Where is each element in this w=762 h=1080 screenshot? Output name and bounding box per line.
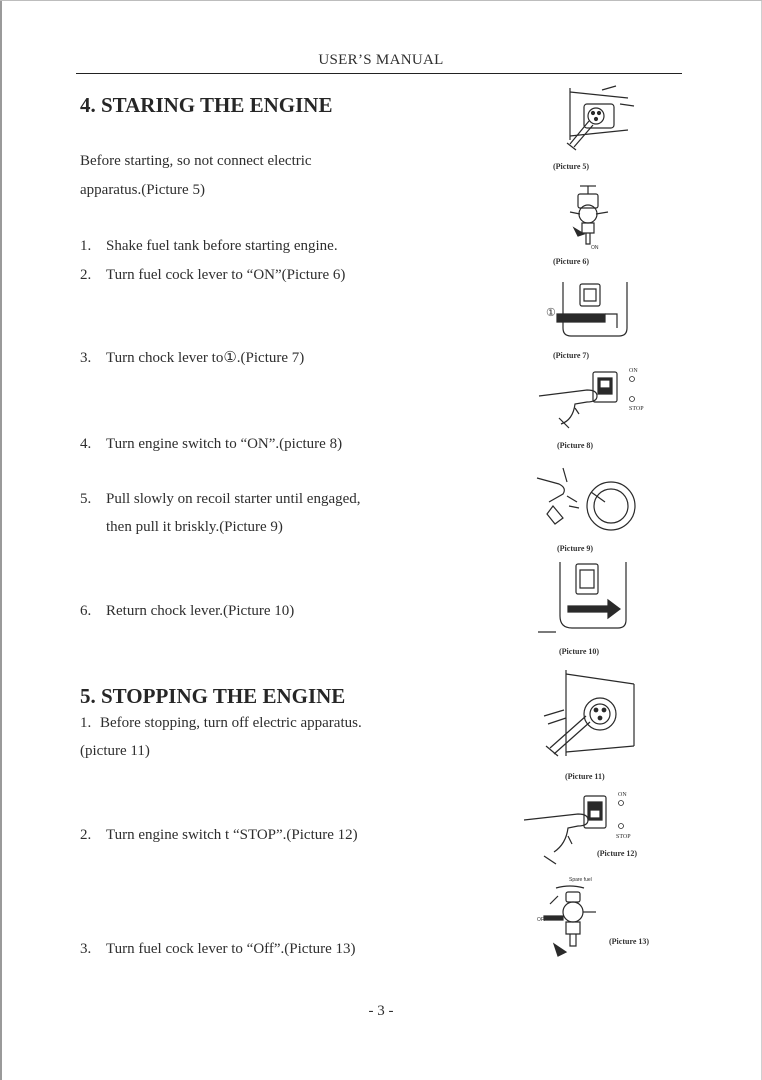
picture-9-caption: (Picture 9) bbox=[557, 544, 594, 553]
step-item: 1. Before stopping, turn off electric apparatus. bbox=[80, 715, 362, 731]
picture-6-on-label: ON bbox=[591, 245, 599, 251]
picture-8-on-label: ON bbox=[629, 368, 638, 374]
picture-7-choke-lever-illustration bbox=[545, 278, 630, 342]
picture-11-unplug-illustration bbox=[530, 664, 640, 764]
step-item: 5. Pull slowly on recoil starter until engaged, bbox=[80, 491, 361, 507]
picture-5-outlet-plug-illustration bbox=[540, 84, 640, 154]
step-item: 4. Turn engine switch to “ON”.(picture 8) bbox=[80, 436, 343, 452]
picture-10-caption: (Picture 10) bbox=[559, 647, 600, 656]
picture-7-caption: (Picture 7) bbox=[553, 351, 590, 360]
picture-8-caption: (Picture 8) bbox=[557, 441, 594, 450]
picture-6-fuel-cock-illustration bbox=[560, 184, 620, 254]
section-4-title: 4. STARING THE ENGINE bbox=[80, 93, 333, 117]
step-item-continuation: (picture 11) bbox=[80, 743, 150, 759]
scan-edge-top bbox=[0, 0, 762, 1]
step-item: 3. Turn chock lever to①.(Picture 7) bbox=[80, 350, 305, 366]
picture-12-stop-label: STOP bbox=[616, 834, 631, 840]
picture-10-return-choke-illustration bbox=[538, 556, 628, 638]
section-5-title: 5. STOPPING THE ENGINE bbox=[80, 684, 346, 708]
picture-7-choke-symbol: ① bbox=[546, 307, 556, 319]
step-item: 1. Shake fuel tank before starting engine. bbox=[80, 238, 338, 254]
picture-5-caption: (Picture 5) bbox=[553, 162, 590, 171]
picture-11-caption: (Picture 11) bbox=[565, 772, 605, 781]
picture-13-caption: (Picture 13) bbox=[609, 937, 650, 946]
scan-edge-left bbox=[0, 0, 2, 1080]
section-4-intro-line-1: Before starting, so not connect electric bbox=[80, 153, 312, 169]
page-number: - 3 - bbox=[368, 1003, 394, 1019]
picture-8-engine-switch-on-illustration bbox=[535, 364, 645, 434]
running-header: USER’S MANUAL bbox=[318, 52, 444, 68]
step-item: 6. Return chock lever.(Picture 10) bbox=[80, 603, 295, 619]
picture-12-on-label: ON bbox=[618, 792, 627, 798]
step-item-continuation: then pull it briskly.(Picture 9) bbox=[106, 519, 283, 535]
section-4-intro-line-2: apparatus.(Picture 5) bbox=[80, 182, 205, 198]
picture-13-off-label: OFF bbox=[537, 917, 547, 923]
picture-9-recoil-starter-illustration bbox=[533, 462, 643, 542]
step-item: 3. Turn fuel cock lever to “Off”.(Picture 13) bbox=[80, 941, 356, 957]
picture-6-caption: (Picture 6) bbox=[553, 257, 590, 266]
picture-12-caption: (Picture 12) bbox=[597, 849, 638, 858]
picture-8-stop-label: STOP bbox=[629, 406, 644, 412]
picture-13-spare-fuel-label: Spare fuel bbox=[569, 877, 592, 883]
step-item: 2. Turn engine switch t “STOP”.(Picture 12) bbox=[80, 827, 358, 843]
header-rule bbox=[76, 73, 682, 74]
step-item: 2. Turn fuel cock lever to “ON”(Picture 6) bbox=[80, 267, 346, 283]
